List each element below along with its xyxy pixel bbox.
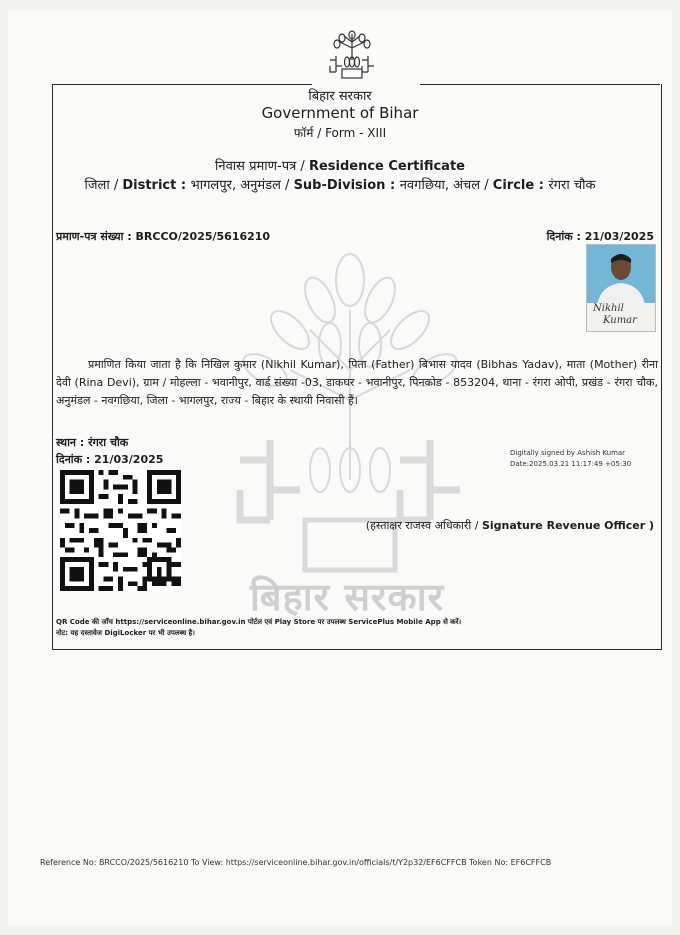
- bihar-govt-emblem-icon: [326, 30, 378, 80]
- photo-signature: [587, 303, 655, 331]
- reference-footer: Reference No: BRCCO/2025/5616210 To View: https://serviceonline.bihar.gov.in/officials/t/Y2p32/EF6CFFCB Token No: EF6CFFCB: [40, 858, 552, 867]
- digital-signature-date: Date:2025.03.21 11:17:49 +05:30: [510, 460, 632, 468]
- officer-title-english: Signature Revenue Officer ): [481, 519, 654, 532]
- issue-date-line: दिनांक : 21/03/2025: [56, 453, 164, 466]
- place-line: स्थान : रंगरा चौक: [56, 436, 129, 449]
- photo-signature-line: Nikhil: [593, 303, 624, 314]
- state-name-english: Government of Bihar: [261, 104, 419, 122]
- bodhi-tree-watermark-icon: [220, 250, 480, 620]
- qr-verification-note: QR Code की जाँच https://serviceonline.bihar.gov.in पोर्टल एवं Play Store पर उपलब्ध ServicePlus Mobile App से करें।: [56, 618, 462, 626]
- form-number: फॉर्म / Form - XIII: [293, 126, 387, 140]
- officer-signature-line: [366, 518, 654, 533]
- district-value: भागलपुर,: [190, 178, 241, 193]
- digital-signature-block: [510, 448, 631, 470]
- watermark-text: बिहार सरकार: [250, 575, 445, 619]
- certificate-body: [56, 356, 658, 410]
- applicant-photo: [586, 244, 656, 332]
- digilocker-note: नोट: यह दस्तावेज DigiLocker पर भी उपलब्ध है।: [56, 629, 195, 637]
- district-label-english: District :: [122, 178, 191, 193]
- person-silhouette-icon: [587, 245, 655, 305]
- circle-value: रंगरा चौक: [548, 178, 596, 193]
- certificate-title-hindi: निवास प्रमाण-पत्र /: [215, 159, 309, 174]
- frame-top-line: [52, 84, 312, 85]
- photo-signature-line: Kumar: [603, 315, 637, 326]
- subdivision-label-hindi: अनुमंडल /: [240, 178, 294, 193]
- circle-label-hindi: अंचल /: [453, 178, 493, 193]
- certificate-date: दिनांक : 21/03/2025: [546, 230, 654, 243]
- certificate-title-english: Residence Certificate: [308, 159, 465, 174]
- certificate-number: प्रमाण-पत्र संख्या : BRCCO/2025/5616210: [56, 230, 271, 243]
- qr-code-icon: [60, 470, 181, 591]
- circle-label-english: Circle :: [492, 178, 549, 193]
- frame-top-line: [420, 84, 660, 85]
- subdivision-value: नवगछिया,: [399, 178, 454, 193]
- officer-title-hindi: (हस्ताक्षर राजस्व अधिकारी /: [365, 519, 482, 532]
- district-label-hindi: जिला /: [84, 178, 123, 193]
- digital-signature-signer: Digitally signed by Ashish Kumar: [510, 449, 626, 457]
- subdivision-label-english: Sub-Division :: [293, 178, 400, 193]
- certificate-title: [0, 156, 680, 174]
- certification-statement: प्रमाणित किया जाता है कि निखिल कुमार (Nikhil Kumar), पिता (Father) बिभास यादव (Bibhas Yadav), माता (Mother) रीना देवी (Rina Devi), ग्राम / मोहल्ला - भवानीपुर, वार्ड संख्या -03, डाकघर - भवानीपुर, पिनकोड - 853204, थाना - रंगरा ओपी, प्रखंड - रंगरा चौक, अनुमंडल - नवगछिया, जिला - भागलपुर, राज्य - बिहार के स्थायी निवासी हैं।: [56, 358, 658, 407]
- location-line: [0, 175, 680, 193]
- state-name-hindi: बिहार सरकार: [308, 89, 372, 104]
